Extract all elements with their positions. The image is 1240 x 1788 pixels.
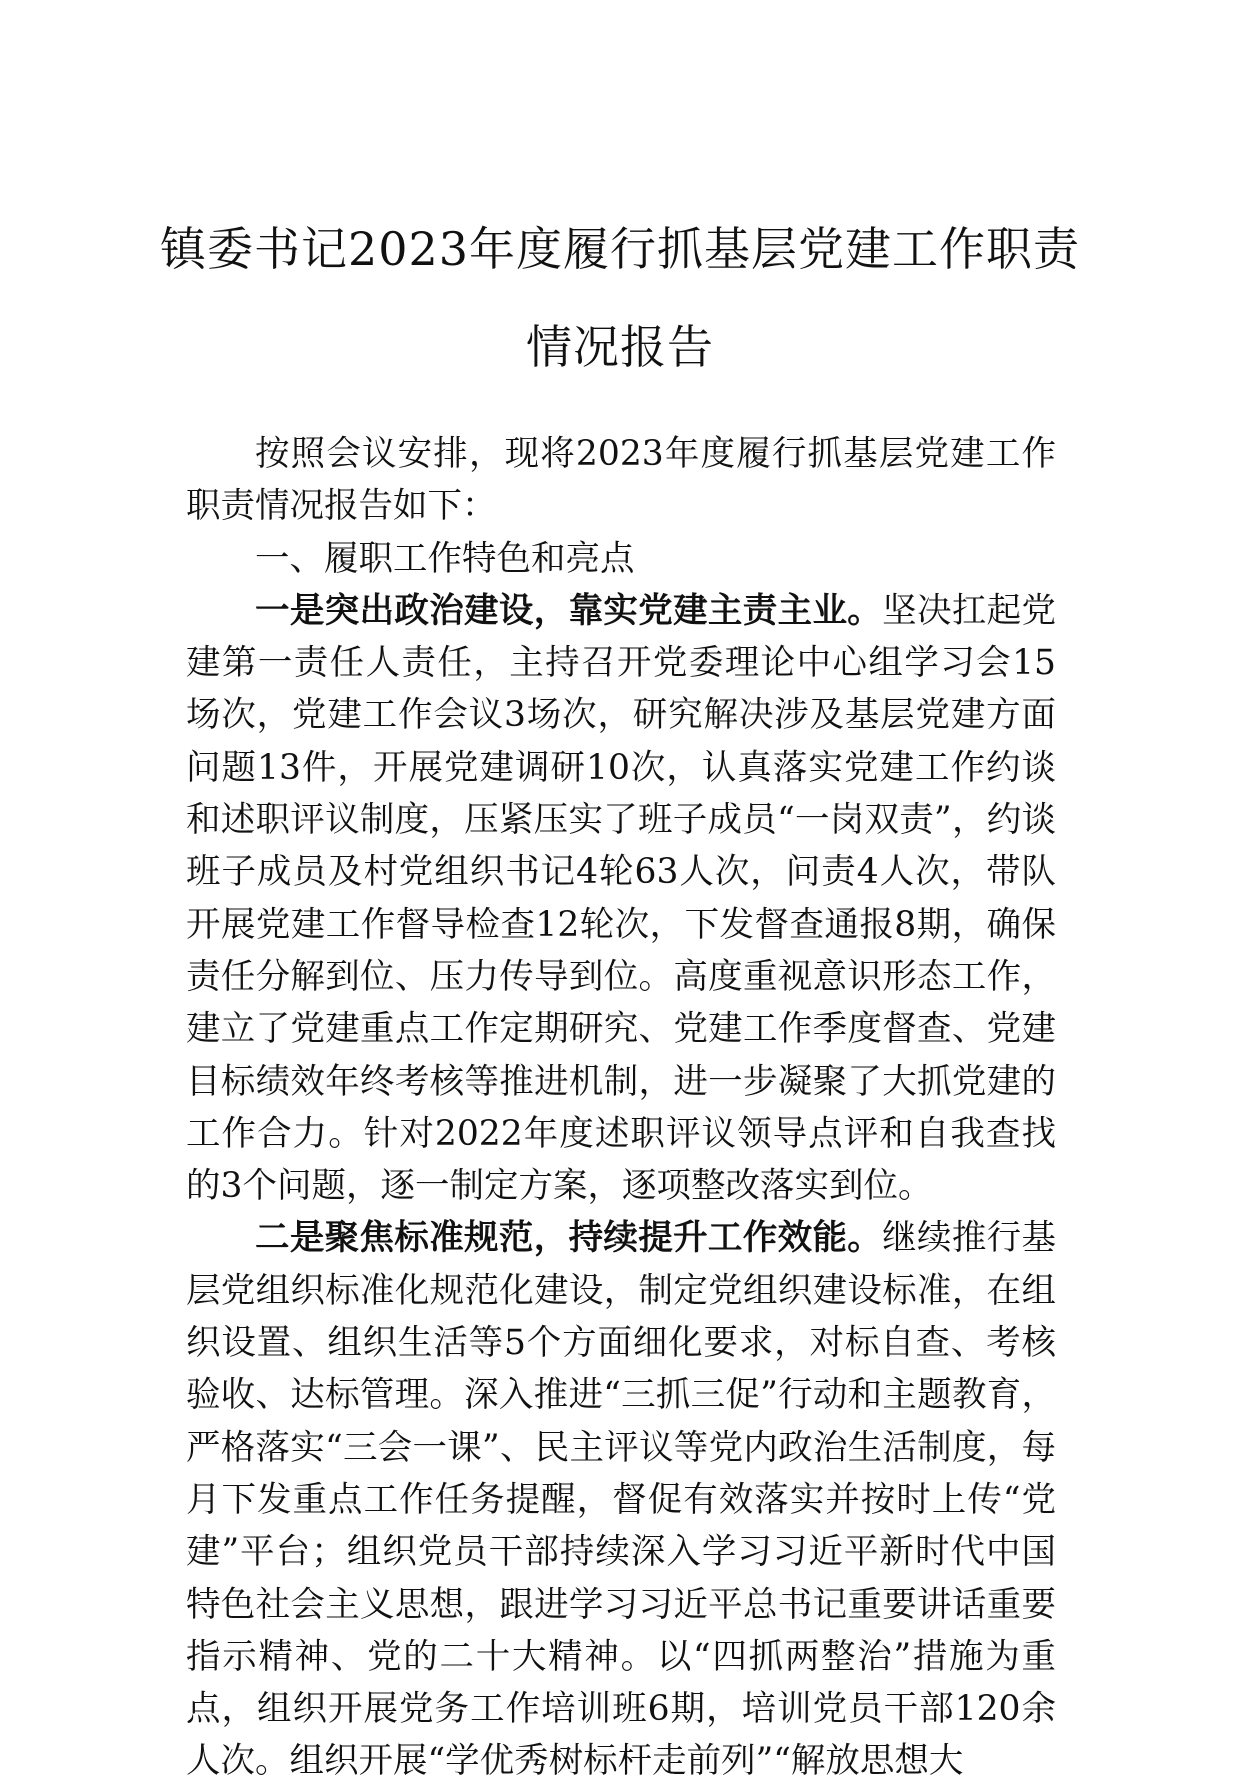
paragraph-2-text: 继续推行基层党组织标准化规范化建设，制定党组织建设标准，在组织设置、组织生活等5个方面细化要求，对标自查、考核验收、达标管理。深入推进“三抓三促”行动和主题教育，严格落实“三会一课”、民主评议等党内政治生活制度，每月下发重点工作任务提醒，督促有效落实并按时上传“党建”平台；组织党员干部持续深入学习习近平新时代中国特色社会主义思想，跟进学习习近平总书记重要讲话重要指示精神、党的二十大精神。以“四抓两整治”措施为重点，组织开展党务工作培训班6期，培训党员干部120余人次。组织开展“学优秀树标杆走前列”“解放思想大 (186, 1218, 1057, 1782)
intro-paragraph: 按照会议安排，现将2023年度履行抓基层党建工作职责情况报告如下： (186, 434, 1056, 527)
document-body (186, 428, 1056, 1788)
paragraph-1-text: 坚决扛起党建第一责任人责任，主持召开党委理论中心组学习会15场次，党建工作会议3场次，研究解决涉及基层党建方面问题13件，开展党建调研10次，认真落实党建工作约谈和述职评议制度，压紧压实了班子成员“一岗双责”，约谈班子成员及村党组织书记4轮63人次，问责4人次，带队开展党建工作督导检查12轮次，下发督查通报8期，确保责任分解到位、压力传导到位。高度重视意识形态工作，建立了党建重点工作定期研究、党建工作季度督查、党建目标绩效年终考核等推进机制，进一步凝聚了大抓党建的工作合力。针对2022年度述职评议领导点评和自我查找的3个问题，逐一制定方案，逐项整改落实到位。 (186, 590, 1057, 1207)
paragraph-2-lead: 二是聚焦标准规范，持续提升工作效能。 (255, 1218, 883, 1259)
section-heading: 一、履职工作特色和亮点 (255, 538, 635, 579)
paragraph-2 (186, 1212, 1056, 1787)
paragraph-1 (186, 585, 1056, 1213)
document-title: 镇委书记2023年度履行抓基层党建工作职责情况报告 (159, 222, 1081, 374)
paragraph-1-lead: 一是突出政治建设，靠实党建主责主业。 (255, 590, 883, 631)
